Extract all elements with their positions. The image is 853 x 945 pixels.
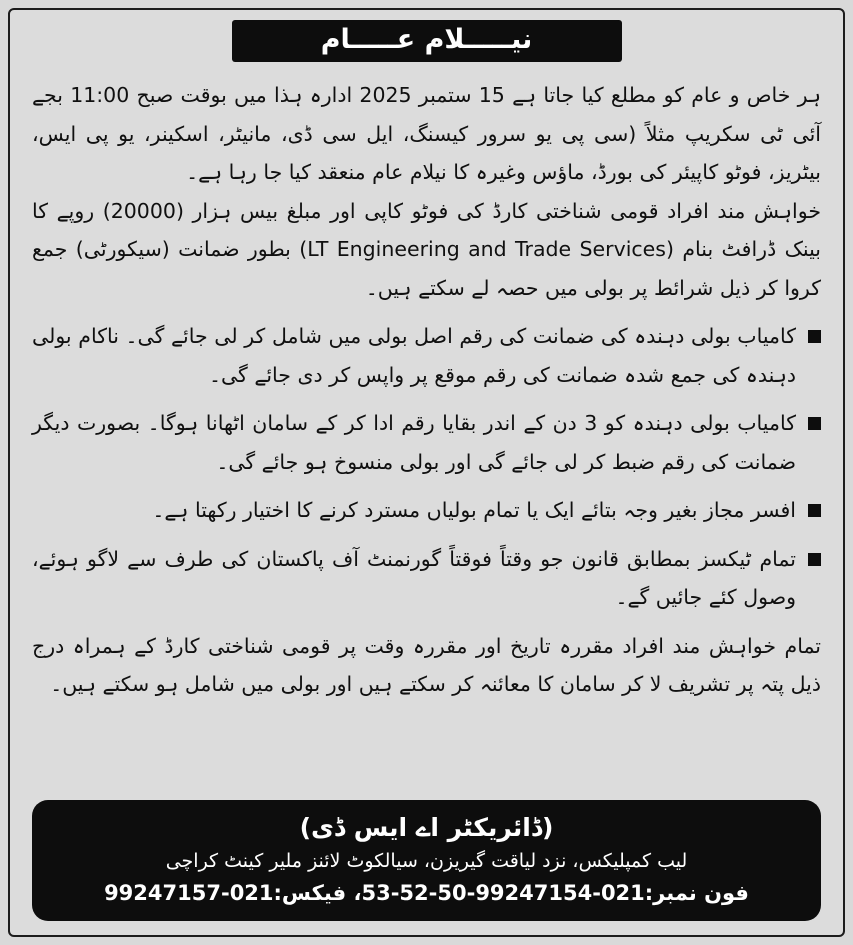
notice-title: نیـــــلام عـــــام: [320, 24, 533, 55]
notice-title-banner: [232, 20, 622, 62]
intro-paragraph-announcement: ہر خاص و عام کو مطلع کیا جاتا ہے 15 ستمبر 2025 ادارہ ہذا میں بوقت صبح 11:00 بجے آئی ٹی سکریپ مثلاً (سی پی یو سرور کیسنگ، ایل سی ڈی، مانیٹر، اسکینر، یو پی ایس، بیٹریز، فوٹو کاپیئر کی بورڈ، ماؤس وغیرہ کا نیلام عام منعقد کیا جا رہا ہے۔: [32, 83, 821, 185]
list-item: [32, 317, 821, 394]
term-text: افسر مجاز بغیر وجہ بتائے ایک یا تمام بولیاں مسترد کرنے کا اختیار رکھتا ہے۔: [152, 498, 796, 523]
list-item: [32, 491, 821, 530]
square-bullet-icon: [808, 417, 821, 430]
footer-phone-fax: فون نمبر:021-99247154-50-52-53، فیکس:021-99247157: [104, 880, 749, 905]
term-text: کامیاب بولی دہندہ کی ضمانت کی رقم اصل بولی میں شامل کر لی جائے گی۔ ناکام بولی دہندہ کی جمع شدہ ضمانت کی رقم موقع پر واپس کر دی جائے گی۔: [32, 324, 796, 387]
square-bullet-icon: [808, 504, 821, 517]
list-item: [32, 540, 821, 617]
square-bullet-icon: [808, 330, 821, 343]
footer-address: لیب کمپلیکس، نزد لیاقت گیریزن، سیالکوٹ لائنز ملیر کینٹ کراچی: [165, 850, 688, 872]
square-bullet-icon: [808, 553, 821, 566]
term-text: تمام ٹیکسز بمطابق قانون جو وقتاً فوقتاً گورنمنٹ آف پاکستان کی طرف سے لاگو ہوئے، وصول کئے جائیں گے۔: [32, 546, 796, 610]
list-item: [32, 404, 821, 481]
footer-signatory-title: (ڈائریکٹر اے ایس ڈی): [299, 813, 554, 842]
notice-border-frame: [8, 8, 845, 937]
term-text: کامیاب بولی دہندہ کو 3 دن کے اندر بقایا رقم ادا کر کے سامان اٹھانا ہوگا۔ بصورت دیگر ضمانت کی رقم ضبط کر لی جائے گی اور بولی منسوخ ہو جائے گی۔: [32, 411, 796, 474]
contact-footer-box: [32, 800, 821, 921]
notice-body: [32, 76, 821, 704]
intro-paragraph-deposit: خواہش مند افراد قومی شناختی کارڈ کی فوٹو کاپی اور مبلغ بیس ہزار (20000) روپے کا بینک ڈرافٹ بنام (LT Engineering and Trade Services) بطور ضمانت (سیکورٹی) جمع کروا کر ذیل شرائط پر بولی میں حصہ لے سکتے ہیں۔: [32, 198, 822, 300]
terms-list: [32, 317, 821, 617]
closing-paragraph: تمام خواہش مند افراد مقررہ تاریخ اور مقررہ وقت پر قومی شناختی کارڈ کے ہمراہ درج ذیل پتہ پر تشریف لا کر سامان کا معائنہ کر سکتے ہیں اور بولی میں شامل ہو سکتے ہیں۔: [32, 633, 821, 697]
